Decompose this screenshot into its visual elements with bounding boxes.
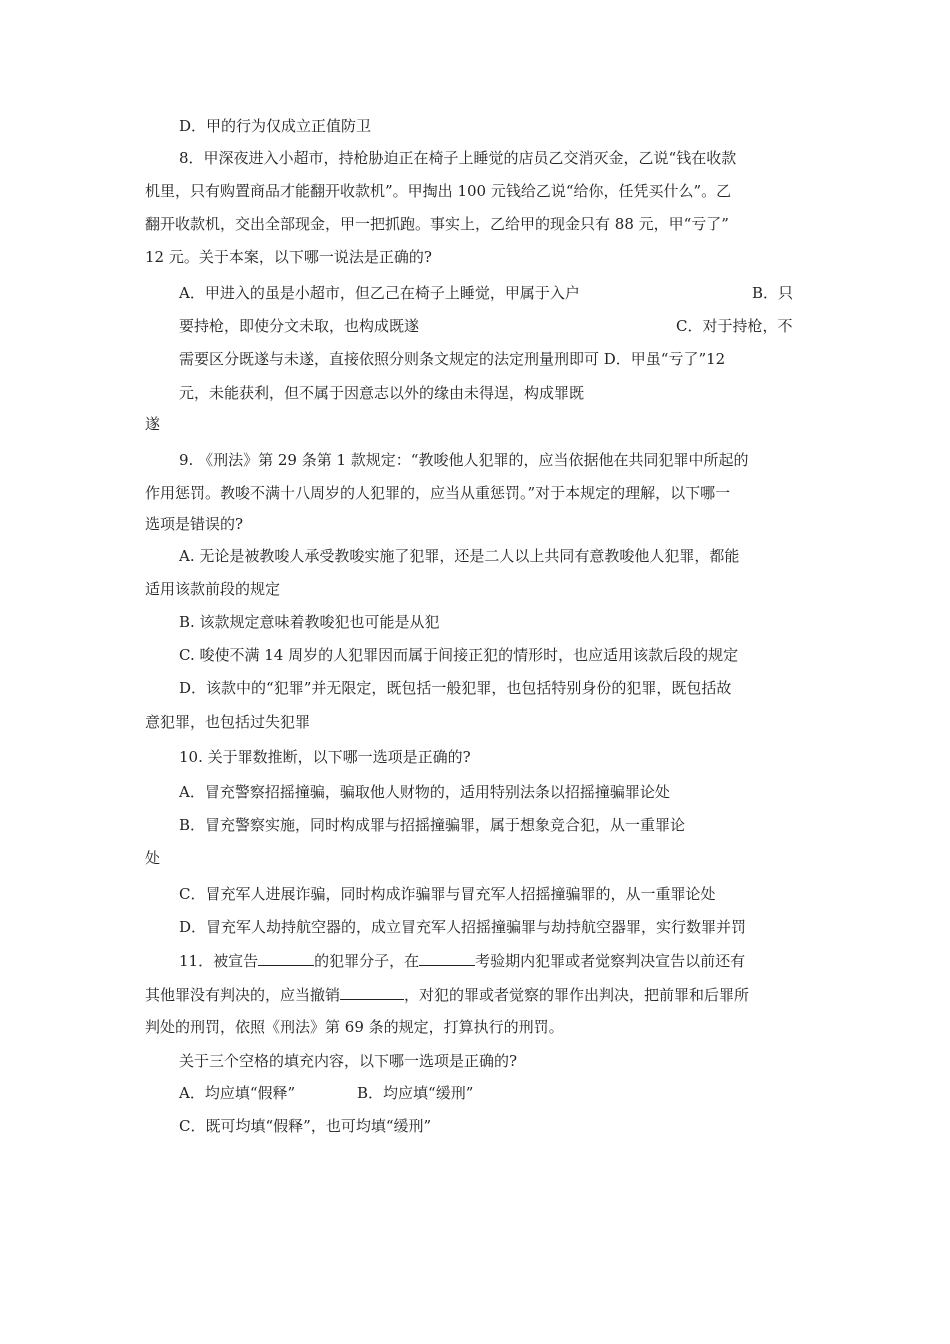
q8-stem-line-2: 机里，只有购置商品才能翻开收款机”。甲掏出 100 元钱给乙说“给你，任凭买什么”。乙 xyxy=(145,182,732,200)
q9-option-a-cont: 适用该款前段的规定 xyxy=(145,580,281,598)
q10-option-c: C．冒充军人进展诈骗，同时构成诈骗罪与冒充军人招摇撞骗罪的，从一重罪论处 xyxy=(179,885,716,903)
q11-stem-line-2 xyxy=(145,985,749,1005)
q11-option-a: A．均应填“假释” xyxy=(179,1084,296,1102)
q9-option-c: C. 唆使不满 14 周岁的人犯罪因而属于间接正犯的情形时，也应适用该款后段的规定 xyxy=(179,646,739,664)
q8-option-d-end: 遂 xyxy=(145,415,161,433)
q10-option-a: A．冒充警察招摇撞骗，骗取他人财物的，适用特别法条以招摇撞骗罪论处 xyxy=(179,783,670,801)
blank-3 xyxy=(340,985,404,1000)
q8-stem-line-4: 12 元。关于本案，以下哪一说法是正确的? xyxy=(145,248,432,266)
q11-option-b: B．均应填“缓刑” xyxy=(357,1084,474,1102)
q8-option-c-start: C．对于持枪，不 xyxy=(676,317,793,335)
q10-option-d: D．冒充军人劫持航空器的，成立冒充军人招摇撞骗罪与劫持航空器罪，实行数罪并罚 xyxy=(179,918,747,936)
q9-stem-line-2: 作用惩罚。教唆不满十八周岁的人犯罪的，应当从重惩罚。”对于本规定的理解，以下哪一 xyxy=(145,484,731,502)
q10-stem: 10. 关于罪数推断，以下哪一选项是正确的? xyxy=(179,748,471,766)
q11-prompt: 关于三个空格的填充内容，以下哪一选项是正确的? xyxy=(179,1052,518,1070)
q11-stem-line-3: 判处的刑罚，依照《刑法》第 69 条的规定，打算执行的刑罚。 xyxy=(145,1018,564,1036)
q9-stem-line-3: 选项是错误的? xyxy=(145,515,244,533)
q11-text-3: 考验期内犯罪或者觉察判决宣告以前还有 xyxy=(475,952,746,970)
q11-text-4: 其他罪没有判决的，应当撤销 xyxy=(145,986,341,1004)
q7-option-d: D．甲的行为仅成立正值防卫 xyxy=(179,117,372,135)
blank-2 xyxy=(419,951,475,966)
q9-option-d-cont: 意犯罪，也包括过失犯罪 xyxy=(145,713,311,731)
q11-text-5: ，对犯的罪或者觉察的罪作出判决，把前罪和后罪所 xyxy=(404,986,750,1004)
q8-option-a: A．甲进入的虽是小超市，但乙己在椅子上睡觉，甲属于入户 xyxy=(179,284,580,302)
q9-option-b: B. 该款规定意味着教唆犯也可能是从犯 xyxy=(179,613,440,631)
q9-option-d: D．该款中的“犯罪”并无限定，既包括一般犯罪，也包括特别身份的犯罪，既包括故 xyxy=(179,679,732,697)
blank-1 xyxy=(258,951,314,966)
q8-option-c-d: 需要区分既遂与未遂，直接依照分则条文规定的法定刑量刑即可 D．甲虽“亏了”12 xyxy=(179,350,726,368)
q8-option-b-cont: 要持枪，即使分文未取，也构成既遂 xyxy=(179,317,420,335)
q11-text-2: 的犯罪分子，在 xyxy=(314,952,420,970)
q10-option-b: B．冒充警察实施，同时构成罪与招摇撞骗罪，属于想象竞合犯，从一重罪论 xyxy=(179,816,686,834)
q8-option-b-start: B．只 xyxy=(752,284,794,302)
q9-option-a: A. 无论是被教唆人承受教唆实施了犯罪，还是二人以上共同有意教唆他人犯罪，都能 xyxy=(179,547,740,565)
q8-stem-line-3: 翻开收款机，交出全部现金，甲一把抓跑。事实上，乙给甲的现金只有 88 元，甲“亏了” xyxy=(145,215,729,233)
q10-option-b-cont: 处 xyxy=(145,849,161,867)
q8-stem-line-1: 8．甲深夜进入小超市，持枪胁迫正在椅子上睡觉的店员乙交消灭金，乙说“钱在收款 xyxy=(179,149,737,167)
q9-stem-line-1: 9. 《刑法》第 29 条第 1 款规定：“教唆他人犯罪的，应当依据他在共同犯罪中所起的 xyxy=(179,451,749,469)
q8-option-d-cont: 元，未能获利，但不属于因意志以外的缘由未得逞，构成罪既 xyxy=(179,384,585,402)
q11-text-1: 11．被宣告 xyxy=(179,952,259,970)
q11-stem-line-1 xyxy=(179,951,745,971)
q11-option-c: C．既可均填“假释”，也可均填“缓刑” xyxy=(179,1117,432,1135)
